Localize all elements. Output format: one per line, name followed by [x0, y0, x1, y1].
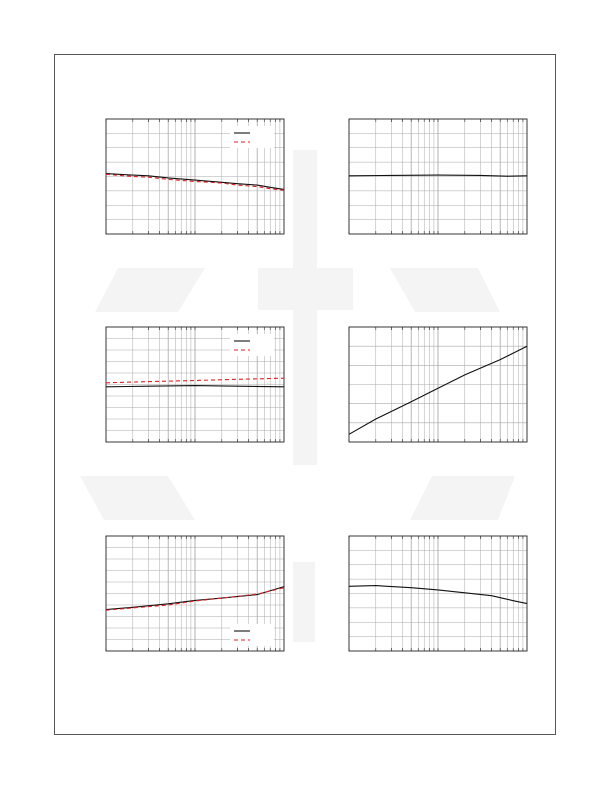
legend-box [230, 126, 274, 148]
chart-1-top-left [105, 118, 285, 236]
chart-3-middle-left [105, 326, 285, 444]
legend-box [230, 334, 274, 356]
legend-box [230, 624, 274, 646]
chart-4-middle-right [348, 326, 528, 444]
chart-2-top-right [348, 118, 528, 236]
chart-5-bottom-left [105, 535, 285, 653]
chart-6-bottom-right [348, 535, 528, 653]
